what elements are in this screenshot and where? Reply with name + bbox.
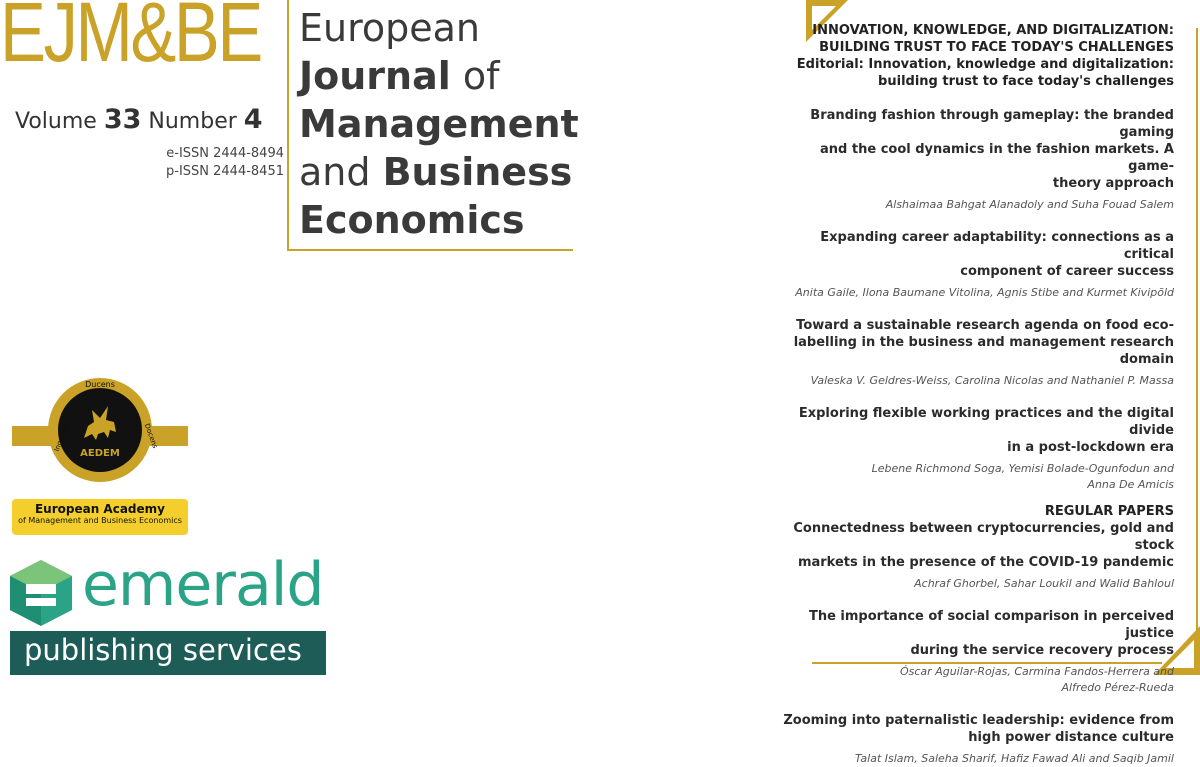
article-authors: Achraf Ghorbel, Sahar Loukil and Walid Bahloul [914,577,1174,590]
aedem-name: AEDEM [80,448,120,459]
journal-title [299,4,579,244]
aedem-motto-left: Inquirens [52,419,72,453]
article-entry [774,712,1174,767]
title-line-3: Management [299,102,579,146]
article-title: The importance of social comparison in perceived justice during the service recovery process [808,609,1174,658]
regular-papers-heading: REGULAR PAPERS [1044,504,1174,519]
emerald-cube-icon [10,560,72,626]
emerald-services-text: publishing services [24,633,302,667]
section-title: INNOVATION, KNOWLEDGE, AND DIGITALIZATION: BUILDING TRUST TO FACE TODAY'S CHALLENGES [812,23,1174,55]
article-title: Zooming into paternalistic leadership: evidence from high power distance culture [783,713,1174,745]
article-title: Branding fashion through gameplay: the branded gaming and the cool dynamics in the fashion markets. A game- theory approach [810,108,1174,191]
number-label: Number [148,109,237,134]
article-entry [774,229,1174,301]
journal-title-block [287,0,579,251]
article-entry [774,317,1174,389]
eissn: e-ISSN 2444-8494 [166,146,284,161]
article-title: Connectedness between cryptocurrencies, gold and stock markets in the presence of the COVID-19 pandemic [793,521,1174,570]
title-line-4: and Business [299,150,573,194]
article-entry [774,405,1174,493]
article-entry [774,520,1174,592]
article-title: Exploring flexible working practices and the digital divide in a post-lockdown era [798,406,1174,455]
aedem-motto-top: Ducens [85,380,115,389]
emerald-logo [10,550,326,675]
article-entry [774,107,1174,213]
title-line-2: Journal of [299,54,500,98]
volume-label: Volume [15,109,97,134]
toc-border-right [1196,28,1198,640]
title-line-5: Economics [299,198,525,242]
emerald-services-band [10,631,326,675]
article-authors: Óscar Aguilar-Rojas, Carmina Fandos-Herrera and Alfredo Pérez-Rueda [900,665,1174,694]
editorial-title: Editorial: Innovation, knowledge and digitalization: building trust to face today's challenges [796,57,1174,89]
article-authors: Valeska V. Geldres-Weiss, Carolina Nicolas and Nathaniel P. Massa [810,374,1174,387]
article-entry [774,608,1174,696]
volume-number-line [15,104,263,135]
table-of-contents [774,22,1174,767]
pissn: p-ISSN 2444-8451 [166,164,284,179]
journal-abbreviation: EJM&BE [0,0,261,79]
article-title: Expanding career adaptability: connections as a critical component of career success [820,230,1174,279]
aedem-label-line-2: of Management and Business Economics [18,516,182,525]
article-authors: Lebene Richmond Soga, Yemisi Bolade-Ogunfodun and Anna De Amicis [871,462,1174,491]
article-authors: Talat Islam, Saleha Sharif, Hafiz Fawad Ali and Saqib Jamil [854,752,1174,765]
masthead-logo-block [0,0,290,180]
aedem-label-line-1: European Academy [34,502,165,516]
emerald-wordmark: emerald [82,550,324,620]
title-line-1: European [299,6,481,50]
aedem-logo [12,378,188,536]
article-title: Toward a sustainable research agenda on food eco- labelling in the business and management research domain [793,318,1174,367]
winged-lion-icon [78,402,122,446]
aedem-label [12,499,188,535]
article-authors: Anita Gaile, Ilona Baumane Vitolina, Agnis Stibe and Kurmet Kivipõld [795,286,1174,299]
number-value: 4 [243,104,263,135]
aedem-motto-right: Docens [142,422,160,450]
volume-value: 33 [103,104,142,135]
article-authors: Alshaimaa Bahgat Alanadoly and Suha Fouad Salem [885,198,1174,211]
